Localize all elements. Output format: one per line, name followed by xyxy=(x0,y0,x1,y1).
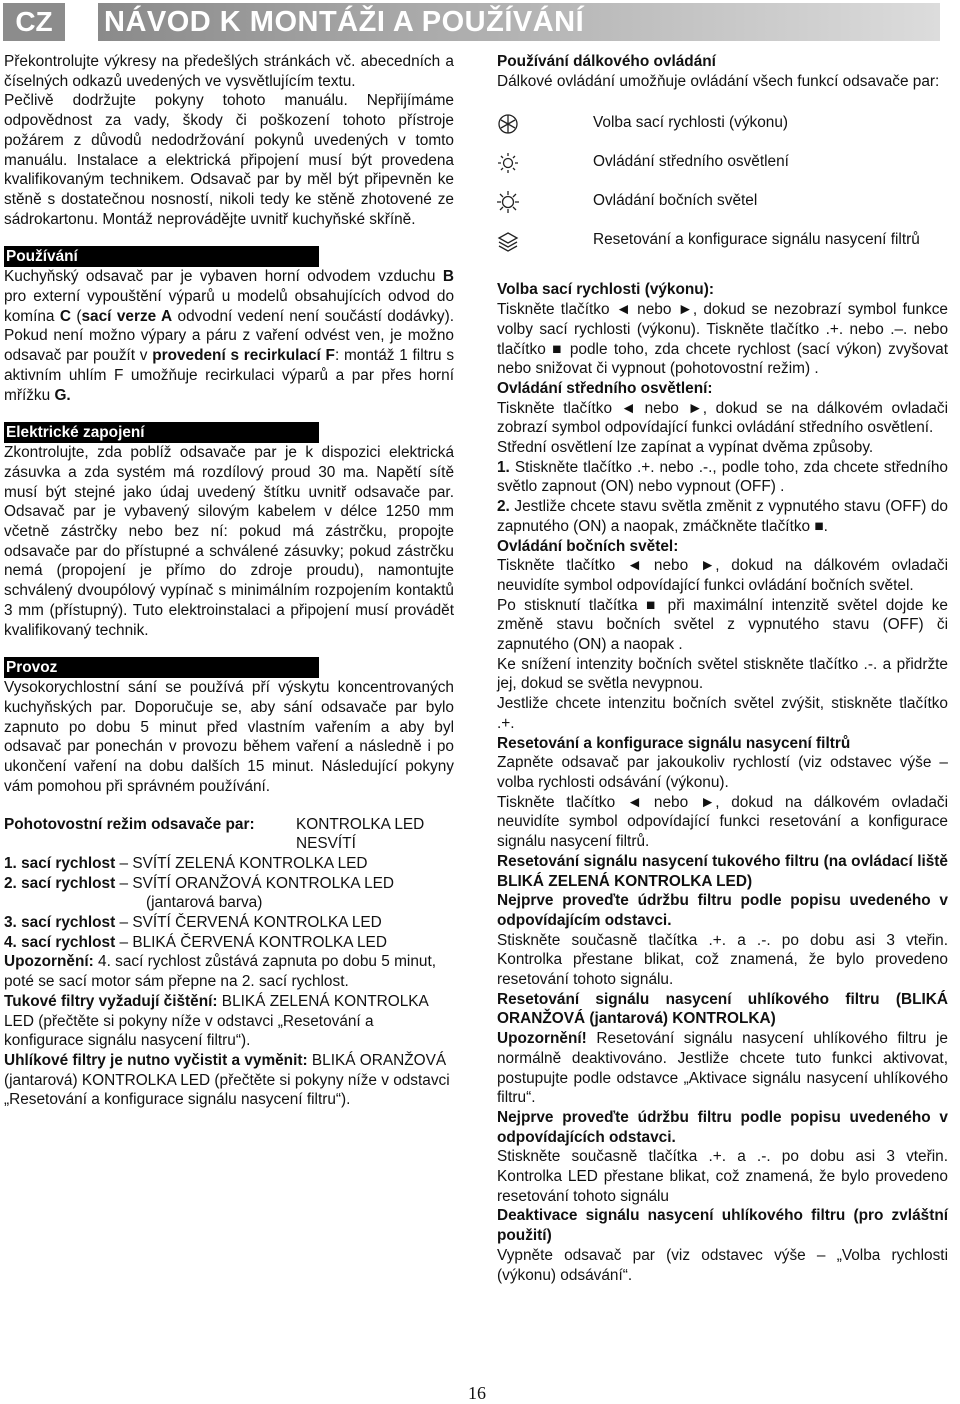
section-heading-use: Používání xyxy=(4,246,319,267)
icon-label-side-light: Ovládání bočních světel xyxy=(593,192,758,210)
mid-light-title: Ovládání středního osvětlení: xyxy=(497,379,713,397)
intro-paragraph-1: Překontrolujte výkresy na předešlých stránkách vč. abecedních a číselných odkazů uvedených ve vysvětlujícím textu. xyxy=(4,53,454,90)
operation-paragraph: Vysokorychlostní sání se používá pří výskytu koncentrovaných kuchyňských par. Doporučuje se, aby sání odsavače par bylo zapnuto po dobu 5 minut před vlastním vařením a aby byl odsavač par ponechán v provozu během vaření a následně i po ukončení vaření na dobu dalších 15 minut. Následující pokyny vám pomohou při správném používání. xyxy=(4,679,454,795)
side-light-text-4: Jestliže chcete intenzitu bočních světel zvýšit, stiskněte tlačítko .+. xyxy=(497,695,948,732)
carbon-filter-paragraph: Uhlíkové filtry je nutno vyčistit a vyměnit: BLIKÁ ORANŽOVÁ (jantarová) KONTROLKA LED (přečtěte si pokyny níže v odstavci „Resetování a konfigurace signálu nasycení filtru“). xyxy=(4,1051,450,1109)
grease-filter-paragraph: Tukové filtry vyžadují čištění: BLIKÁ ZELENÁ KONTROLKA LED (přečtěte si pokyny níže v odstavci „Resetování a konfigurace signálu nasycení filtru“). xyxy=(4,992,428,1050)
icon-label-filter: Resetování a konfigurace signálu nasycení filtrů xyxy=(593,231,920,249)
electrical-paragraph: Zkontrolujte, zda poblíž odsavače par je k dispozici elektrická zásuvka a zda systém má rozdílový proud 30 ma. Napětí sítě musí být stejné jako údaj uvedený štítku uvnitř odsavače par. Odsavač par je vybavený silovým kabelem v délce 1250 mm včetně zástrčky nebo bez ní: pokud má zástrčku, propojte odsavače par do přístupné a schválené zásuvky; pokud zástrčku nemá (propojení je přímo do zdroje proudu), namontujte schválený dvoupólový vypínač s minimálním rozpojením kontaktů 3 mm (přístupný). Tuto elektroinstalaci a připojení musí provádět kvalifikovaný technik. xyxy=(4,444,454,639)
carbon-reset-warning: Upozornění! Resetování signálu nasycení uhlíkového filtru je normálně deaktivováno. Jestliže chcete tuto funkci aktivovat, postupujte podle odstavce „Aktivace signálu nasycení uhlíkového filtru“. xyxy=(497,1030,948,1107)
speed-text: Tiskněte tlačítko ◄ nebo ►, dokud se nezobrazí symbol funkce volby sací rychlosti (výkonu). Tiskněte tlačítko .+. nebo .–. nebo tlačítko ■ podle toho, zda chcete rychlost (sací výkon) zvyšovat nebo snižovat či vypnout (pohotovostní režim) . xyxy=(497,301,948,378)
icon-label-fan: Volba sací rychlosti (výkonu) xyxy=(593,114,789,132)
carbon-reset-text: Stiskněte současně tlačítka .+. a .-. po dobu asi 3 vteřin. Kontrolka LED přestane blikat, což znamená, že bylo provedeno resetování tohoto signálu xyxy=(497,1148,948,1205)
reset-text: Zapněte odsavač par jakoukoliv rychlostí (viz odstavec výše – volba rychlosti odsávání (výkonu). xyxy=(497,754,948,791)
mid-light-step-1: 1. Stiskněte tlačítko .+. nebo .-., podle toho, zda chcete středního světlo zapnout (ON) nebo vypnout (OFF) . xyxy=(497,458,948,496)
side-light-title: Ovládání bočních světel: xyxy=(497,537,679,555)
right-column xyxy=(497,52,948,1285)
use-paragraph: Kuchyňský odsavač par je vybaven horní odvodem vzduchu B pro externí vypouštění výparů u modelů obsahujících odvod do komína C (sací verze A odvodní vedení není součástí dodávky). Pokud není možno výpary a páru z vaření odvést ven, je možno odsavač par použít v provedení s recirkulací F: montáž 1 filtru s aktivním uhlím F umožňuje recirkulaci výparů a par přes horní mřížku G. xyxy=(4,268,455,404)
reset-text-2: Tiskněte tlačítko ◄ nebo ►, dokud na dálkovém ovladači neuvidíte symbol odpovídající funkci resetování a konfigurace signálu nasycení filtrů. xyxy=(497,793,948,851)
mid-light-text: Tiskněte tlačítko ◄ nebo ►, dokud se na dálkovém ovladači zobrazí symbol odpovídající funkci ovládání středního osvětlení. xyxy=(497,399,948,437)
speed-title: Volba sací rychlosti (výkonu): xyxy=(497,281,714,299)
grease-reset-title: Resetování signálu nasycení tukového filtru (na ovládací liště BLIKÁ ZELENÁ KONTROLKA LED) xyxy=(497,852,948,890)
title-bar xyxy=(98,3,940,41)
section-heading-electrical: Elektrické zapojení xyxy=(4,422,319,443)
side-light-text-3: Ke snížení intenzity bočních světel stiskněte tlačítko .-. a přidržte jej, dokud se světla nevypnou. xyxy=(497,655,948,693)
section-heading-operation: Provoz xyxy=(4,657,319,678)
remote-intro: Dálkové ovládání umožňuje ovládání všech funkcí odsavače par: xyxy=(497,72,940,90)
page-number: 16 xyxy=(468,1383,486,1403)
reset-title: Resetování a konfigurace signálu nasycení filtrů xyxy=(497,734,851,752)
page-header xyxy=(0,0,960,44)
standby-row xyxy=(4,815,454,835)
standby-value-2: NESVÍTÍ xyxy=(296,835,356,853)
filter-layers-icon xyxy=(497,228,593,258)
mid-light-step-2: 2. Jestliže chcete stavu světla změnit z vypnutého stavu (OFF) do zapnutého (ON) a naopak, zmáčkněte tlačítko ■. xyxy=(497,498,948,535)
icon-row-fan xyxy=(497,111,948,150)
grease-reset-note: Nejprve proveďte údržbu filtru podle popisu uvedeného v odpovídajícím odstavci. xyxy=(497,892,948,929)
speed-3-line: 3. sací rychlost – SVÍTÍ ČERVENÁ KONTROLKA LED xyxy=(4,914,382,932)
language-badge: CZ xyxy=(3,3,65,41)
intro-paragraph-2: Pečlivě dodržujte pokyny tohoto manuálu. Nepřijímáme odpovědnost za vady, škody či poškození tohoto přístroje požárem z důvodů nedodržování pokynů uvedených v tomto manuálu. Instalace a elektrická připojení musí být provedena kvalifikovaným technikem. Odsavač par by měl být připevněn ke stěně s dostatečnou nosností, nikoli tedy ke stěně zhotovené ze sádrokartonu. Montáž neprovádějte uvnitř kuchyňské skříně. xyxy=(4,92,454,228)
icon-row-side-light xyxy=(497,189,948,228)
standby-value: KONTROLKA LED xyxy=(296,815,425,833)
page-title: NÁVOD K MONTÁŽI A POUŽÍVÁNÍ xyxy=(104,6,585,38)
side-light-text: Tiskněte tlačítko ◄ nebo ►, dokud na dálkovém ovladači neuvidíte symbol odpovídající funkci ovládání bočních světel. xyxy=(497,557,948,594)
mid-light-text-2: Střední osvětlení lze zapínat a vypínat dvěma způsoby. xyxy=(497,439,874,457)
icon-row-mid-light xyxy=(497,150,948,189)
deactivation-text: Vypněte odsavač par (viz odstavec výše – „Volba rychlosti (výkonu) odsávání“. xyxy=(497,1246,948,1284)
sun-small-icon xyxy=(497,150,593,180)
warning-paragraph: Upozornění: 4. sací rychlost zůstává zapnuta po dobu 5 minut, poté se sací motor sám přepne na 2. sací rychlost. xyxy=(4,953,436,991)
side-light-text-2: Po stisknutí tlačítka ■ při maximální intenzitě světel dojde ke změně stavu bočních světel z vypnutého stavu (OFF) či zapnutého (ON) a naopak . xyxy=(497,596,948,654)
deactivation-title: Deaktivace signálu nasycení uhlíkového filtru (pro zvláštní použití) xyxy=(497,1207,948,1245)
left-column xyxy=(4,52,454,1110)
standby-label: Pohotovostní režim odsavače par: xyxy=(4,815,255,833)
speed-2-line: 2. sací rychlost – SVÍTÍ ORANŽOVÁ KONTROLKA LED xyxy=(4,874,395,892)
icon-row-filter xyxy=(497,228,948,270)
carbon-reset-note: Nejprve proveďte údržbu filtru podle popisu uvedeného v odpovídajících odstavci. xyxy=(497,1108,948,1146)
fan-icon xyxy=(497,111,593,141)
speed-2-note: (jantarová barva) xyxy=(146,894,263,912)
speed-4-line: 4. sací rychlost – BLIKÁ ČERVENÁ KONTROLKA LED xyxy=(4,933,387,951)
icon-label-mid-light: Ovládání středního osvětlení xyxy=(593,153,789,171)
carbon-reset-title: Resetování signálu nasycení uhlíkového filtru (BLIKÁ ORANŽOVÁ (jantarová) KONTROLKA) xyxy=(497,990,948,1028)
sun-large-icon xyxy=(497,189,593,219)
grease-reset-text: Stiskněte současně tlačítka .+. a .-. po dobu asi 3 vteřin. Kontrolka přestane blikat, což znamená, že bylo provedeno resetování tohoto signálu. xyxy=(497,931,948,989)
speed-1-line: 1. sací rychlost – SVÍTÍ ZELENÁ KONTROLKA LED xyxy=(4,854,368,872)
remote-title: Používání dálkového ovládání xyxy=(497,53,716,70)
